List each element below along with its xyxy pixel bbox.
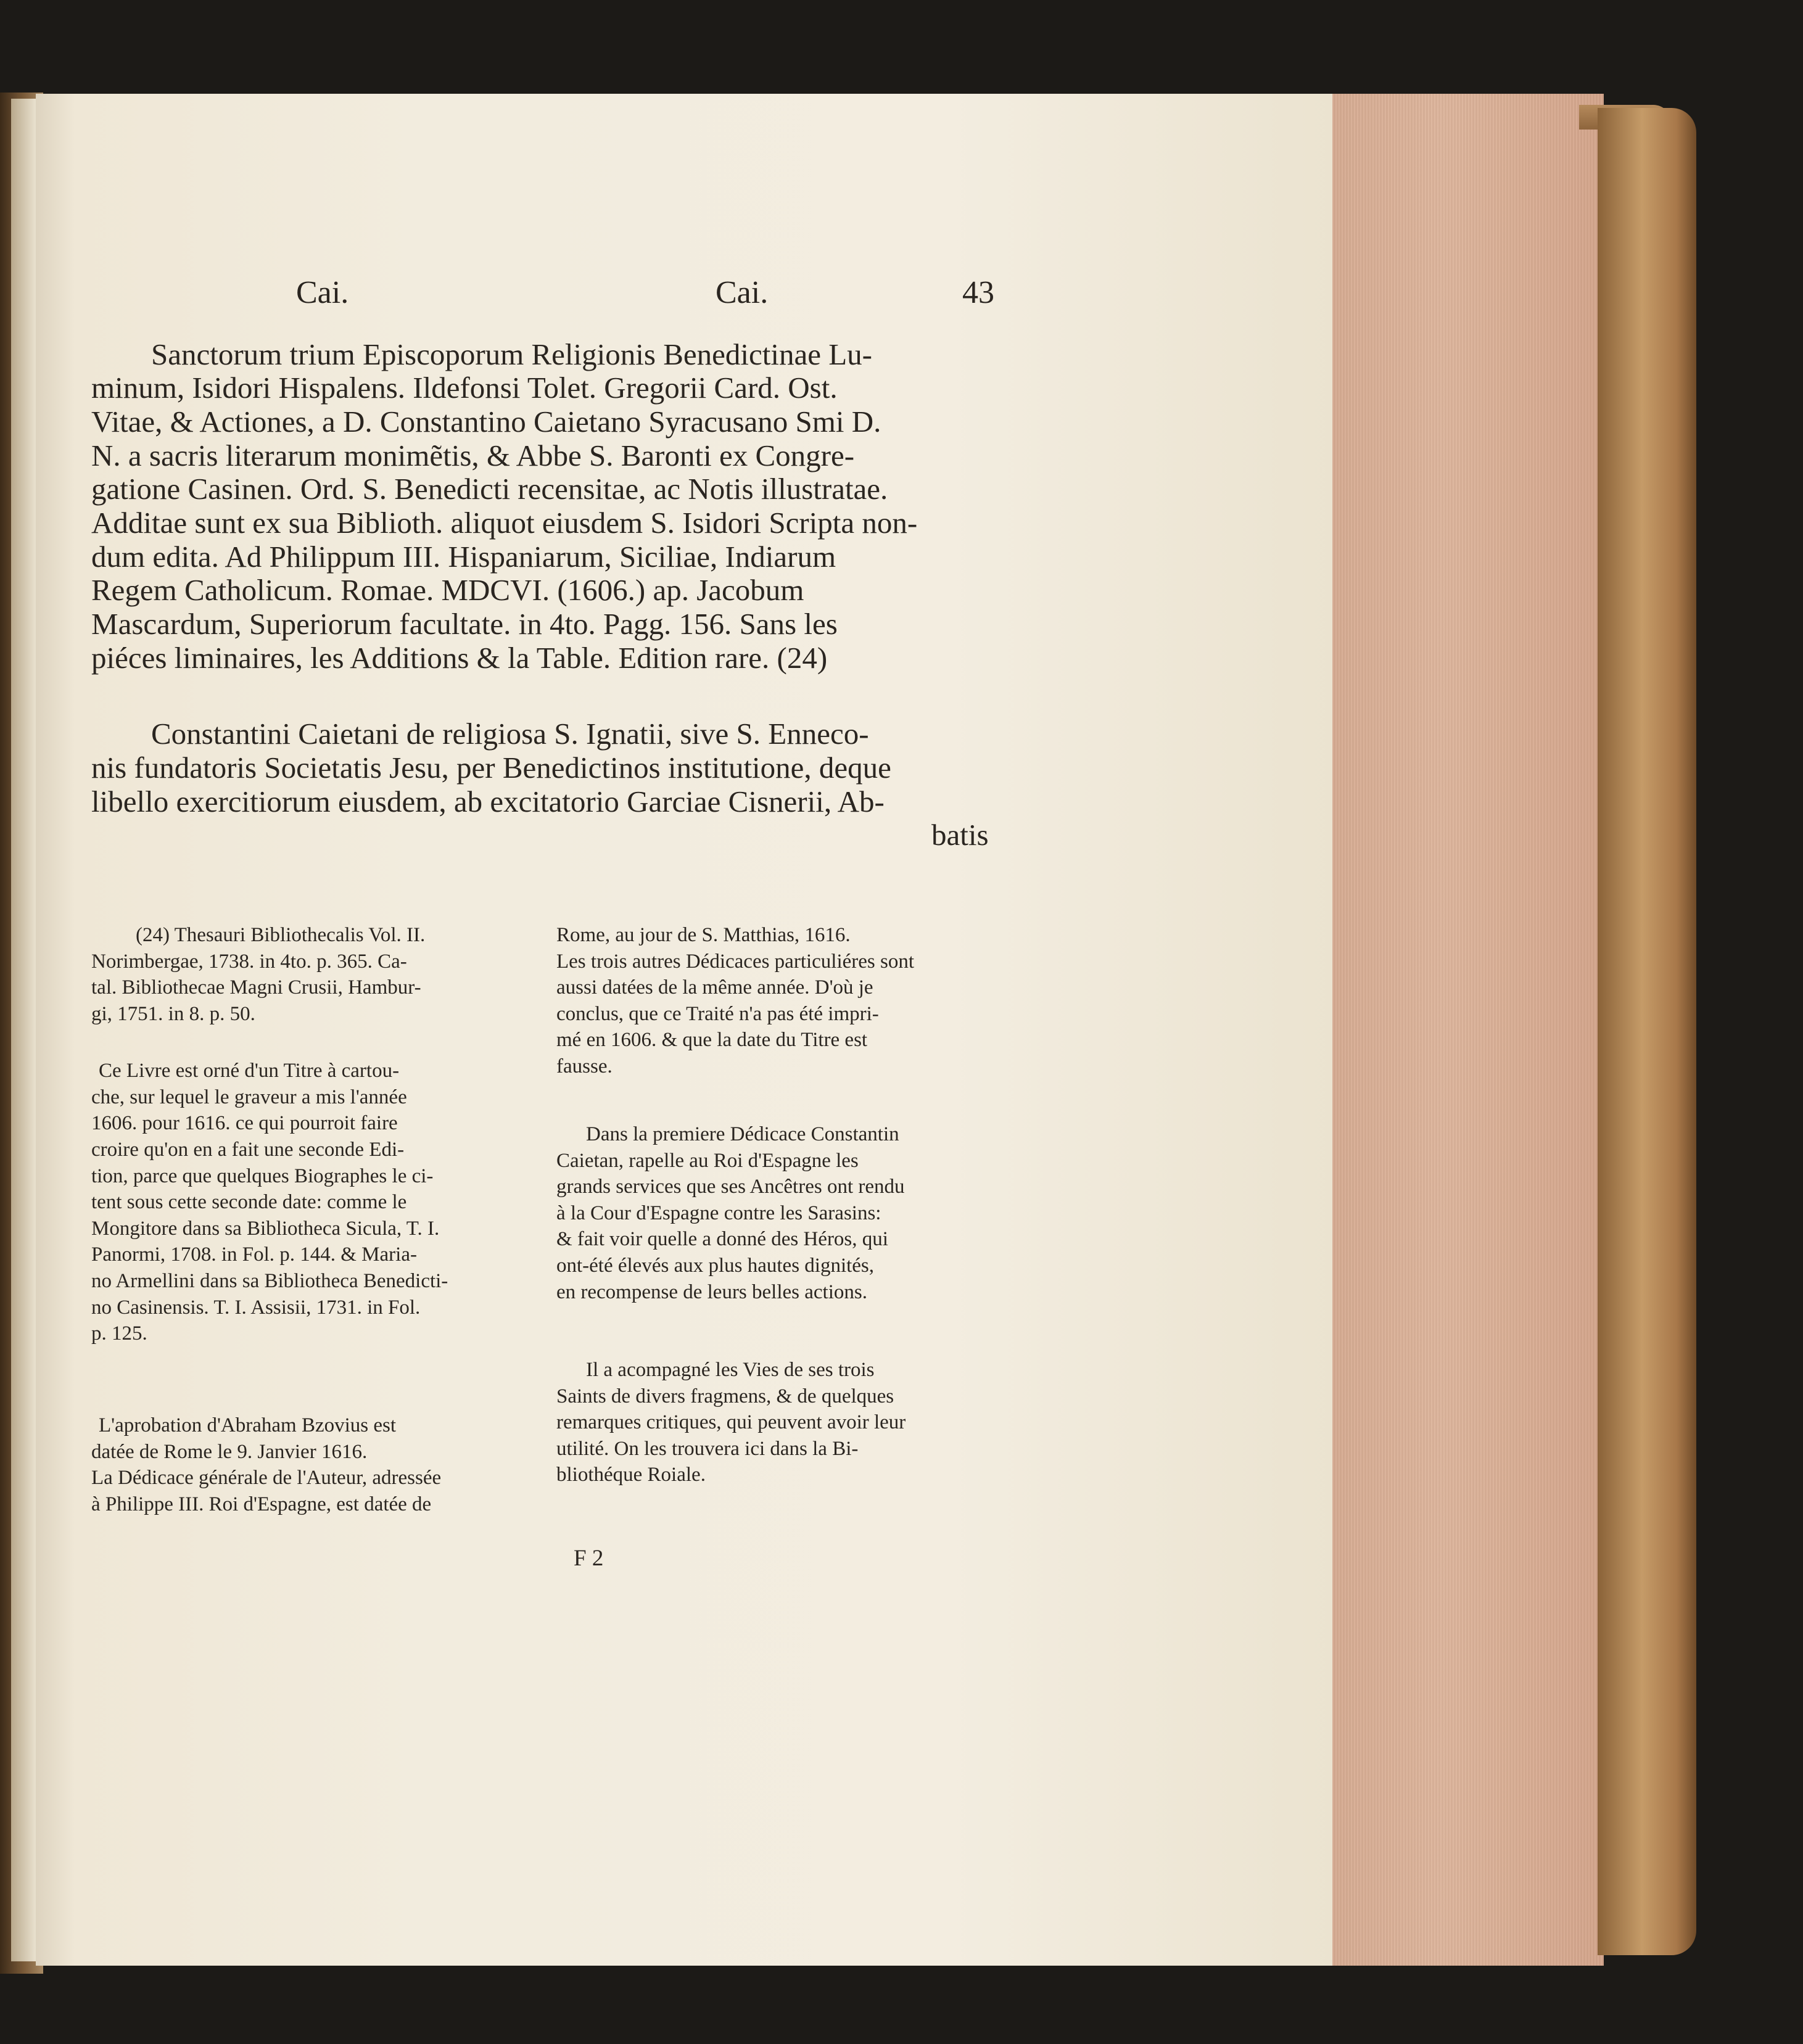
signature-mark: F 2 [574, 1546, 604, 1571]
note-line: croire qu'on en a fait une seconde Edi- [91, 1139, 405, 1161]
note-line: utilité. On les trouvera ici dans la Bi- [556, 1438, 859, 1460]
note-line: à la Cour d'Espagne contre les Sarasins: [556, 1202, 881, 1224]
note-line: tion, parce que quelques Biographes le ci- [91, 1165, 434, 1187]
page-edges-block [1332, 94, 1604, 1966]
main-line: Sanctorum trium Episcoporum Religionis Benedictinae Lu- [151, 337, 872, 371]
note-line: en recompense de leurs belles actions. [556, 1281, 867, 1303]
note-line: mé en 1606. & que la date du Titre est [556, 1029, 868, 1051]
note-line: Saints de divers fragmens, & de quelques [556, 1385, 894, 1407]
note-line: Les trois autres Dédicaces particuliéres sont [556, 950, 915, 973]
main-line: Constantini Caietani de religiosa S. Ignatii, sive S. Enneco- [151, 717, 869, 751]
note-line: conclus, que ce Traité n'a pas été impri- [556, 1003, 879, 1025]
note-line: La Dédicace générale de l'Auteur, adressée [91, 1467, 442, 1489]
running-head-center: Cai. [716, 275, 769, 310]
main-line: Additae sunt ex sua Biblioth. aliquot eiusdem S. Isidori Scripta non- [91, 506, 918, 540]
main-line: Vitae, & Actiones, a D. Constantino Caietano Syracusano Smi D. [91, 405, 881, 439]
note-line: (24) Thesauri Bibliothecalis Vol. II. [136, 924, 426, 946]
note-line: no Armellini dans sa Bibliotheca Benedicti- [91, 1270, 448, 1292]
leather-cover [1598, 108, 1696, 1955]
note-line: tent sous cette seconde date: comme le [91, 1191, 407, 1213]
main-line: gatione Casinen. Ord. S. Benedicti recensitae, ac Notis illustratae. [91, 472, 888, 506]
note-line: Rome, au jour de S. Matthias, 1616. [556, 924, 851, 946]
note-line: no Casinensis. T. I. Assisii, 1731. in Fol. [91, 1296, 421, 1319]
note-line: L'aprobation d'Abraham Bzovius est [99, 1414, 397, 1436]
note-line: Il a acompagné les Vies de ses trois [586, 1359, 875, 1381]
page-number: 43 [962, 275, 994, 310]
facing-page-edge [11, 99, 37, 1961]
note-line: Dans la premiere Dédicace Constantin [586, 1123, 899, 1145]
main-line: nis fundatoris Societatis Jesu, per Benedictinos institutione, deque [91, 751, 891, 785]
note-line: aussi datées de la même année. D'où je [556, 976, 873, 999]
note-line: Norimbergae, 1738. in 4to. p. 365. Ca- [91, 950, 407, 973]
main-line: dum edita. Ad Philippum III. Hispaniarum, Siciliae, Indiarum [91, 540, 836, 574]
note-line: datée de Rome le 9. Janvier 1616. [91, 1441, 368, 1463]
note-line: grands services que ses Ancêtres ont rendu [556, 1176, 905, 1198]
main-line: libello exercitiorum eiusdem, ab excitatorio Garciae Cisnerii, Ab- [91, 785, 885, 818]
main-line: minum, Isidori Hispalens. Ildefonsi Tolet. Gregorii Card. Ost. [91, 371, 838, 405]
main-line: N. a sacris literarum monimẽtis, & Abbe S. Baronti ex Congre- [91, 439, 855, 472]
note-line: Ce Livre est orné d'un Titre à cartou- [99, 1060, 400, 1082]
note-line: che, sur lequel le graveur a mis l'année [91, 1086, 407, 1108]
main-line: piéces liminaires, les Additions & la Table. Edition rare. (24) [91, 641, 828, 675]
main-line: Mascardum, Superiorum facultate. in 4to. Pagg. 156. Sans les [91, 607, 838, 641]
note-line: ont-été élevés aux plus hautes dignités, [556, 1255, 875, 1277]
note-line: Panormi, 1708. in Fol. p. 144. & Maria- [91, 1243, 417, 1266]
note-line: & fait voir quelle a donné des Héros, qui [556, 1228, 888, 1250]
running-head-left: Cai. [296, 275, 349, 310]
note-line: p. 125. [91, 1322, 147, 1345]
note-line: remarques critiques, qui peuvent avoir leur [556, 1411, 906, 1433]
note-line: à Philippe III. Roi d'Espagne, est datée de [91, 1493, 432, 1515]
note-line: fausse. [556, 1055, 613, 1078]
note-line: Mongitore dans sa Bibliotheca Sicula, T. I. [91, 1218, 440, 1240]
note-line: bliothéque Roiale. [556, 1464, 706, 1486]
note-line: tal. Bibliothecae Magni Crusii, Hambur- [91, 976, 421, 999]
catchword: batis [931, 818, 989, 852]
main-line: Regem Catholicum. Romae. MDCVI. (1606.) ap. Jacobum [91, 573, 804, 607]
note-line: 1606. pour 1616. ce qui pourroit faire [91, 1112, 398, 1134]
note-line: Caietan, rapelle au Roi d'Espagne les [556, 1150, 859, 1172]
note-line: gi, 1751. in 8. p. 50. [91, 1003, 255, 1025]
